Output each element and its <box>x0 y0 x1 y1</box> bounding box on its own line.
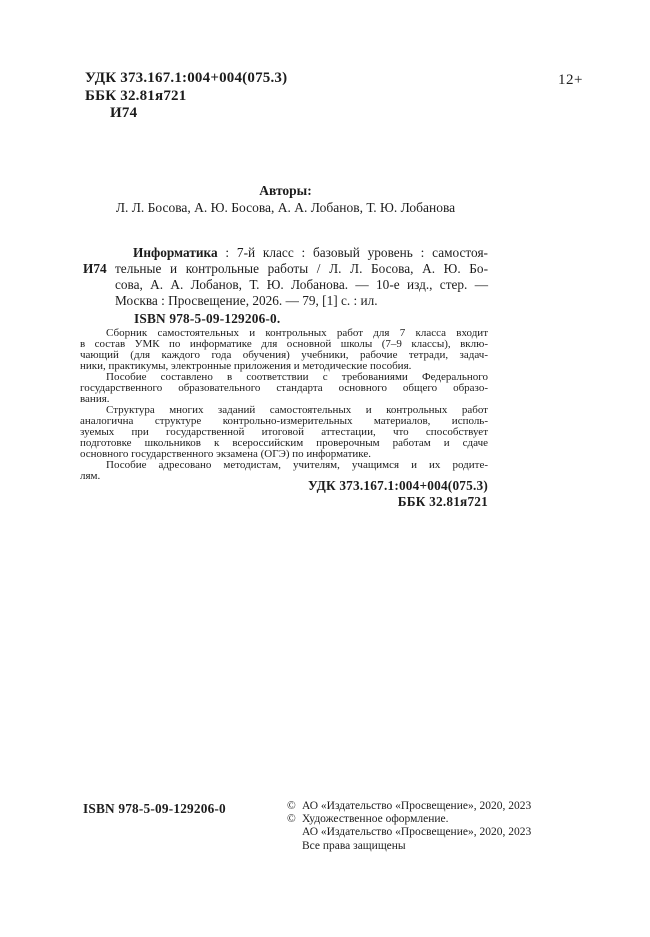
copyright-mark: © <box>287 813 296 826</box>
copyright-text: АО «Издательство «Просвещение», 2020, 2023 <box>302 800 532 812</box>
catalog-line: сова, А. А. Лобанов, Т. Ю. Лобанова. — 10-е изд., стер. — <box>115 277 488 292</box>
annotation-line: в состав УМК по информатике для основной школы (7–9 классы), вклю- <box>80 338 488 350</box>
annotation-line: Структура многих заданий самостоятельных и контрольных работ <box>106 404 488 416</box>
annotation-line: чающий (для каждого года обучения) учебники, рабочие тетради, задач- <box>80 349 488 361</box>
udc-code-top: УДК 373.167.1:004+004(075.3) <box>85 70 288 86</box>
copyright-block <box>287 800 531 853</box>
catalog-margin-code: И74 <box>83 261 107 276</box>
annotation-line: государственного образовательного стандарта основного общего образо- <box>80 382 488 394</box>
copyright-mark <box>287 826 302 839</box>
copyright-line <box>287 800 531 813</box>
annotation-line: Пособие адресовано методистам, учителям, учащимся и их родите- <box>106 459 488 471</box>
bbk-code-top: ББК 32.81я721 <box>85 87 187 104</box>
annotation-line: зуемых при государственной итоговой аттестации, что способствует <box>80 426 488 438</box>
copyright-text: Художественное оформление. <box>302 813 449 826</box>
annotation-line: аналогична структуре контрольно-измерительных материалов, исполь- <box>80 415 488 427</box>
annotation-line: лям. <box>80 470 101 482</box>
catalog-isbn: ISBN 978-5-09-129206-0. <box>134 311 281 326</box>
catalog-entry <box>83 245 488 327</box>
annotation-line: ники, практикумы, электронные приложения и методические пособия. <box>80 360 412 372</box>
authors-names: Л. Л. Босова, А. Ю. Босова, А. А. Лобанов, Т. Ю. Лобанова <box>115 200 456 215</box>
annotation-line: вания. <box>80 393 110 405</box>
copyright-mark <box>287 840 302 853</box>
catalog-line-text: : 7-й класс : базовый уровень : самостоя- <box>217 245 488 260</box>
catalog-line <box>115 245 488 261</box>
bbk-code-bottom: ББК 32.81я721 <box>397 494 488 509</box>
copyright-line <box>287 813 531 826</box>
catalog-line: тельные и контрольные работы / Л. Л. Босова, А. Ю. Бо- <box>115 261 488 276</box>
copyright-mark: © <box>287 800 296 812</box>
catalog-title: Информатика <box>133 245 218 260</box>
annotation-line: Сборник самостоятельных и контрольных работ для 7 класса входит <box>106 327 488 339</box>
annotation-line: подготовке школьников к всероссийским проверочным работам и сдаче <box>80 437 488 449</box>
top-codes-block <box>85 70 287 123</box>
age-rating-badge: 12+ <box>558 72 583 88</box>
annotation-line: Пособие составлено в соответствии с требованиями Федерального <box>106 371 488 383</box>
footer-isbn: ISBN 978-5-09-129206-0 <box>83 801 226 816</box>
authors-block <box>83 182 488 216</box>
udc-code-bottom: УДК 373.167.1:004+004(075.3) <box>308 478 488 493</box>
copyright-line <box>287 826 531 839</box>
catalog-entry-body <box>115 245 488 327</box>
book-code-top: И74 <box>110 105 138 121</box>
copyright-line <box>287 840 531 853</box>
authors-heading: Авторы: <box>259 183 312 198</box>
annotation-line: основного государственного экзамена (ОГЭ) по информатике. <box>80 448 372 460</box>
annotation-block <box>80 328 488 482</box>
copyright-text: Все права защищены <box>302 839 406 852</box>
bottom-codes-block <box>83 478 488 510</box>
catalog-line: Москва : Просвещение, 2026. — 79, [1] с. : ил. <box>115 293 378 308</box>
copyright-text: АО «Издательство «Просвещение», 2020, 2023 <box>302 826 532 839</box>
